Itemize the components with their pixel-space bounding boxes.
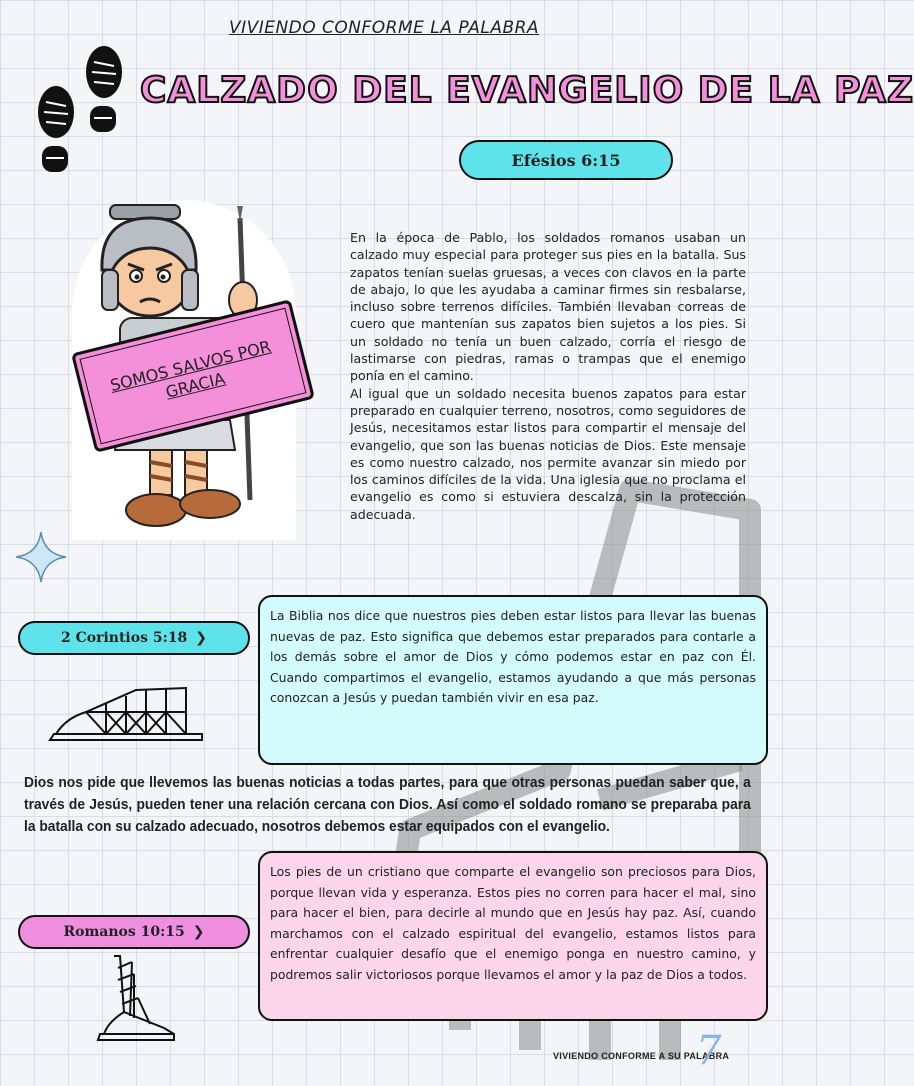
series-title: VIVIENDO CONFORME LA PALABRA — [228, 18, 540, 38]
chevron-right-icon: ❯ — [192, 924, 205, 940]
reference-label: Romanos 10:15 — [63, 924, 185, 940]
reference-badge-corintios — [18, 621, 250, 655]
reference-label: 2 Corintios 5:18 — [61, 630, 188, 646]
bold-statement: Dios nos pide que llevemos las buenas noticias a todas partes, para que otras personas puedan saber que, a través de Jesús, pueden tener una relación cercana con Dios. Así como el soldado romano se preparaba para la batalla con su calzado adecuado, nosotros debemos estar equipados con el evangelio. — [24, 774, 751, 835]
reference-badge-efesios — [459, 140, 673, 180]
footprints-icon — [30, 42, 130, 182]
romanos-text: Los pies de un cristiano que comparte el evangelio son preciosos para Dios, porque llevan vida y esperanza. Estos pies no corren para hacer el mal, sino para hacer el bien, para decirle al mundo que en Jesús hay paz. Así, cuando marchamos con el calzado espiritual del evangelio, estamos listos para enfrentar cualquier desafío que el enemigo ponga en nuestro camino, y podremos salir victoriosos porque llevamos el amor y la paz de Dios a todos. — [270, 864, 756, 982]
text-box-romanos — [258, 851, 768, 1021]
intro-text — [350, 229, 746, 523]
sparkle-icon — [14, 530, 68, 584]
corintios-text: La Biblia nos dice que nuestros pies deben estar listos para llevar las buenas nuevas de paz. Esto significa que debemos estar preparados para contarle a los demás sobre el amor de Dios y cómo podemos estar en paz con Él. Cuando compartimos el evangelio, estamos ayudando a que más personas conozcan a Jesús y puedan también vivir en esa paz. — [270, 608, 756, 705]
intro-paragraph-2: Al igual que un soldado necesita buenos zapatos para estar preparado en cualquier terreno, nosotros, como seguidores de Jesús, necesitamos estar listos para compartir el mensaje del evangelio, que son las buenas noticias de Dios. Este mensaje es como nuestro calzado, nos permite avanzar sin miedo por los caminos difíciles de la vida. Una iglesia que no proclama el evangelio es como si estuviera descalza, sin la protección adecuada. — [350, 385, 746, 522]
text-box-corintios — [258, 595, 768, 765]
reference-badge-romanos — [18, 915, 250, 949]
intro-paragraph-1: En la época de Pablo, los soldados romanos usaban un calzado muy especial para proteger sus pies en la batalla. Sus zapatos tenían suelas gruesas, a veces con clavos en la parte de abajo, lo que les ayudaba a caminar firmes sin resbalarse, incluso sobre terrenos difíciles. También llevaban correas de cuero que mantenían sus zapatos bien sujetos a los pies. Si un soldado no tenía un buen calzado, corría el riesgo de lastimarse con piedras, ramas o trampas que el enemigo ponía en el camino. — [350, 230, 746, 384]
sandal-icon — [46, 678, 206, 750]
page-title: CALZADO DEL EVANGELIO DE LA PAZ — [140, 70, 914, 111]
reference-label: Efésios 6:15 — [511, 150, 621, 170]
footer-text: VIVIENDO CONFORME A SU PALABRA — [553, 1051, 730, 1061]
sign-text: SOMOS SALVOS POR GRACIA — [108, 336, 273, 402]
gladiator-sandal-icon — [94, 952, 180, 1047]
page-number: 7 — [696, 1028, 722, 1074]
chevron-right-icon: ❯ — [195, 630, 207, 646]
